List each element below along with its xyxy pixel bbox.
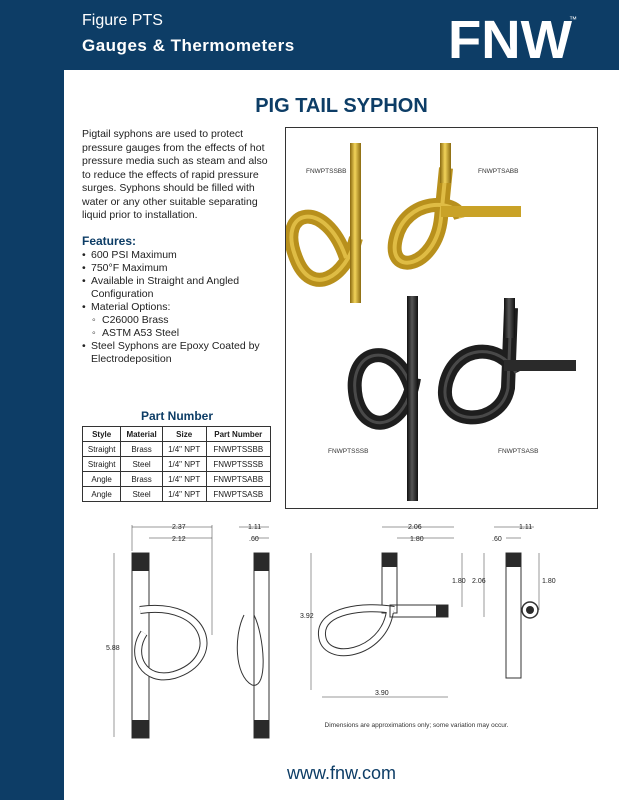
dim-label: 1.11 (248, 524, 262, 531)
left-sidebar-band (0, 0, 64, 800)
photo-label: FNWPTSASB (498, 448, 539, 455)
dim-label: 3.90 (375, 690, 389, 697)
logo-text: FNW (448, 10, 573, 66)
table-cell: Steel (121, 457, 162, 472)
table-cell: Angle (83, 487, 121, 502)
figure-label: Figure PTS (82, 12, 163, 29)
table-header-row (83, 427, 271, 442)
logo-trademark: ™ (569, 15, 577, 24)
angle-front-view (300, 524, 486, 697)
steel-straight-syphon (355, 296, 418, 501)
brass-straight-syphon (291, 143, 361, 303)
photo-label: FNWPTSABB (478, 168, 519, 175)
part-number-table (82, 426, 271, 502)
product-photo (285, 127, 598, 509)
dim-label: 2.12 (172, 536, 186, 543)
table-cell: FNWPTSASB (206, 487, 270, 502)
feature-item: • 750°F Maximum (82, 262, 282, 275)
table-cell: 1/4" NPT (162, 442, 206, 457)
dimensions-note: Dimensions are approximations only; some variation may occur. (324, 722, 509, 729)
table-cell: 1/4" NPT (162, 457, 206, 472)
feature-item: • Steel Syphons are Epoxy Coated by Electrodeposition (82, 340, 282, 366)
table-cell: FNWPTSABB (206, 472, 270, 487)
column-header: Part Number (206, 427, 270, 442)
table-cell: Straight (83, 457, 121, 472)
table-cell: Brass (121, 472, 162, 487)
dim-label: 1.80 (452, 578, 466, 585)
dim-label: 1.80 (542, 578, 556, 585)
page-title: PIG TAIL SYPHON (255, 95, 428, 117)
dim-label: 2.06 (472, 578, 486, 585)
features-heading: Features: (82, 234, 137, 248)
table-cell: FNWPTSSSB (206, 457, 270, 472)
steel-angle-syphon (445, 298, 576, 417)
table-cell: Steel (121, 487, 162, 502)
table-row (83, 442, 271, 457)
brass-angle-syphon (395, 143, 521, 263)
fnw-logo (448, 10, 578, 66)
dim-label: .60 (249, 536, 259, 543)
dim-label: 1.11 (519, 524, 533, 531)
features-list (82, 249, 282, 366)
column-header: Material (121, 427, 162, 442)
table-cell: 1/4" NPT (162, 472, 206, 487)
dim-label: 3.92 (300, 613, 314, 620)
feature-item: • Available in Straight and Angled Configuration (82, 275, 282, 301)
photo-label: FNWPTSSBB (306, 168, 347, 175)
intro-paragraph: Pigtail syphons are used to protect pressure gauges from the effects of hot pressure media such as steam and also to reduce the effects of rapid pressure surges. Syphons should be filled with water or any other suitable separating liquid prior to installation. (82, 128, 268, 221)
feature-subitem: ◦ C26000 Brass (82, 314, 282, 327)
feature-item: • 600 PSI Maximum (82, 249, 282, 262)
category-title: Gauges & Thermometers (82, 36, 295, 55)
table-cell: FNWPTSSBB (206, 442, 270, 457)
column-header: Size (162, 427, 206, 442)
column-header: Style (83, 427, 121, 442)
feature-subitem: ◦ ASTM A53 Steel (82, 327, 282, 340)
dimension-drawings (64, 515, 619, 740)
angle-side-view (492, 524, 556, 678)
straight-side-view (237, 524, 269, 738)
table-row (83, 457, 271, 472)
website-link[interactable]: www.fnw.com (286, 763, 397, 783)
dim-label: 2.37 (172, 524, 186, 531)
dim-label: 1.80 (410, 536, 424, 543)
dim-label: .60 (492, 536, 502, 543)
part-number-heading: Part Number (140, 409, 214, 423)
table-cell: Brass (121, 442, 162, 457)
dim-label: 2.06 (408, 524, 422, 531)
table-row (83, 487, 271, 502)
table-cell: 1/4" NPT (162, 487, 206, 502)
feature-item: • Material Options: (82, 301, 282, 314)
table-cell: Angle (83, 472, 121, 487)
dim-label: 5.88 (106, 645, 120, 652)
straight-front-view (106, 524, 212, 738)
table-cell: Straight (83, 442, 121, 457)
table-row (83, 472, 271, 487)
photo-label: FNWPTSSSB (328, 448, 369, 455)
